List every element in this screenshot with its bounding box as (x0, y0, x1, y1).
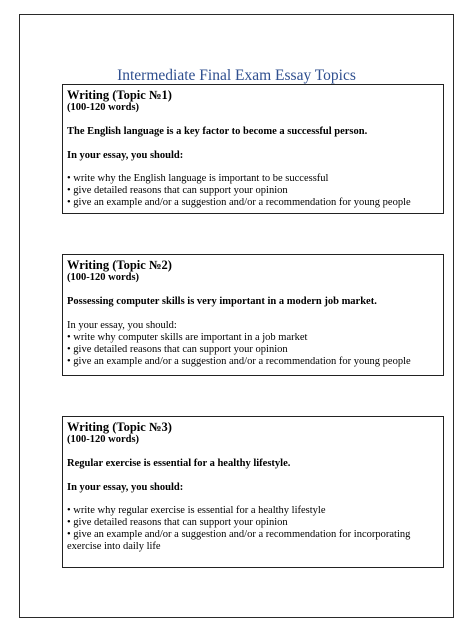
list-item: • give an example and/or a suggestion and/or a recommendation for young people (67, 197, 411, 208)
topic-word-count: (100-120 words) (67, 102, 140, 113)
list-item: • write why computer skills are important in a job market (67, 332, 308, 343)
document-title: Intermediate Final Exam Essay Topics (117, 67, 356, 84)
topic-prompt: In your essay, you should: (67, 150, 184, 161)
topic-prompt: In your essay, you should: (67, 482, 184, 493)
topic-bullet-list (67, 505, 439, 553)
list-item: • give an example and/or a suggestion and/or a recommendation for young people (67, 356, 411, 367)
list-item: • write why the English language is important to be successful (67, 173, 329, 184)
topic-bullet-list (67, 332, 439, 368)
topic-box-3 (62, 416, 444, 568)
topic-heading: Writing (Topic №2) (67, 258, 172, 272)
list-item: • give detailed reasons that can support your opinion (67, 517, 288, 528)
topic-prompt: In your essay, you should: (67, 320, 177, 331)
topic-word-count: (100-120 words) (67, 434, 140, 445)
topic-statement: Possessing computer skills is very important in a modern job market. (67, 296, 377, 307)
topic-word-count: (100-120 words) (67, 272, 140, 283)
topic-box-1 (62, 84, 444, 214)
list-item: • give detailed reasons that can support your opinion (67, 185, 288, 196)
topic-heading: Writing (Topic №3) (67, 420, 172, 434)
topic-statement: The English language is a key factor to become a successful person. (67, 126, 368, 137)
topic-statement: Regular exercise is essential for a healthy lifestyle. (67, 458, 291, 469)
list-item: • write why regular exercise is essential for a healthy lifestyle (67, 505, 326, 516)
topic-heading: Writing (Topic №1) (67, 88, 172, 102)
topic-bullet-list (67, 173, 439, 209)
list-item: • give detailed reasons that can support your opinion (67, 344, 288, 355)
topic-box-2 (62, 254, 444, 376)
list-item: • give an example and/or a suggestion and/or a recommendation for incorporating exercise into daily life (67, 529, 411, 552)
